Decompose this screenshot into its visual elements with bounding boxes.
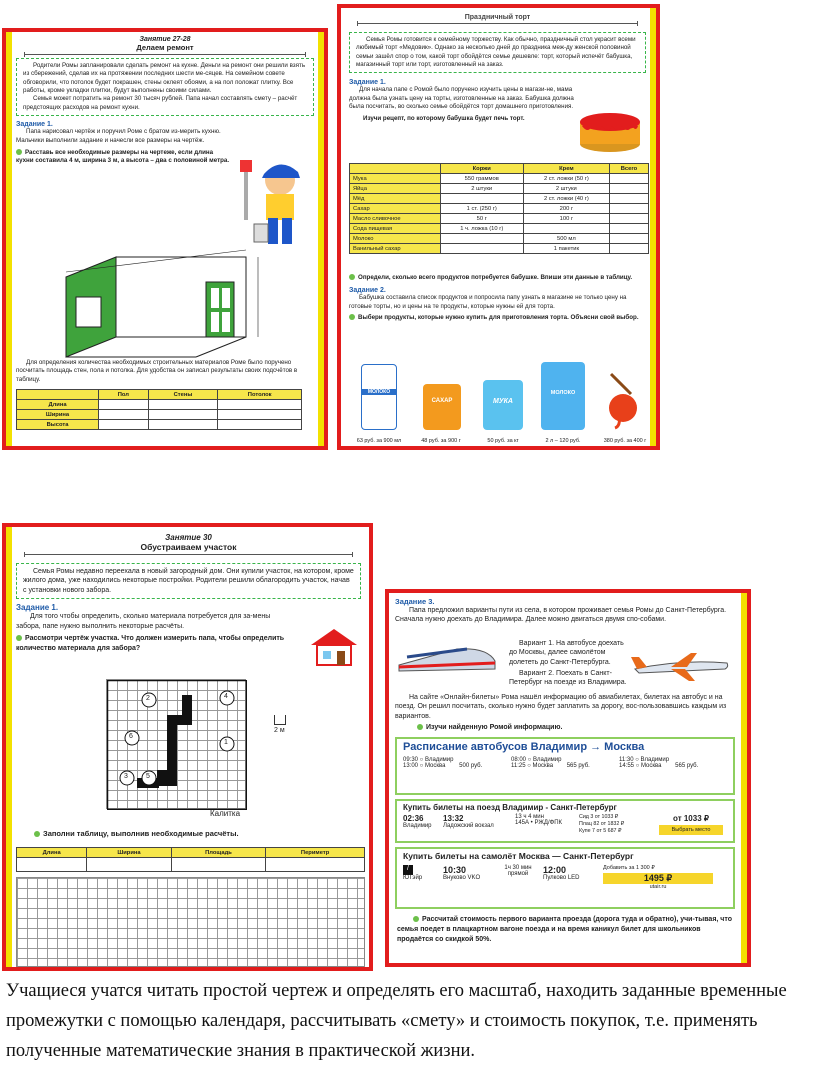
- arr-time: 13:00: [403, 763, 419, 769]
- product-price: 380 руб. за 400 г: [603, 438, 647, 444]
- table-row: [17, 420, 302, 430]
- area-table: [16, 389, 302, 430]
- dep-time: 10:30: [443, 865, 467, 875]
- task-label: Задание 2.: [349, 287, 386, 295]
- dep-time: 08:00: [511, 757, 527, 763]
- cell[interactable]: [609, 244, 648, 254]
- table-cell[interactable]: [148, 410, 218, 420]
- table-header: Периметр: [266, 848, 365, 858]
- table-cell[interactable]: [218, 410, 302, 420]
- bullet-text: Рассчитай стоимость первого варианта проезда (дорога туда и обратно), учи-тывая, что семья поедет в плацкартном вагоне поезда и на время каникул билет для школьников продаётся со скидкой 50%.: [397, 916, 732, 943]
- lesson-title: Делаем ремонт: [136, 43, 194, 52]
- plot-table: [16, 847, 365, 872]
- table-header: [350, 164, 441, 174]
- cell[interactable]: [609, 204, 648, 214]
- task-label: Задание 1.: [16, 603, 59, 613]
- bus-price: 500 руб.: [459, 763, 483, 769]
- divider: [24, 554, 353, 555]
- table-cell[interactable]: [218, 400, 302, 410]
- intro-text: Родители Ромы запланировали сделать ремонт на кухне. Деньги на ремонт они решили взять из сбережений, сделав их на протяжении последних шести ме-сяцев. На семейном совете обговорили, что потолок будет покрашен, стены оклеят обоями, а на пол положат плитку. Все работы, кроме укладки плитки, будут выполнены своими силами.: [23, 62, 306, 95]
- cell: [440, 194, 523, 204]
- product-price: 63 руб. за 900 мл: [356, 438, 402, 444]
- min-price: от 1033 ₽: [673, 814, 709, 823]
- house-icon: [309, 627, 359, 667]
- cake-icon: [578, 104, 642, 154]
- arr-city: Москва: [424, 763, 446, 769]
- cell: 2 ст. ложки (40 г): [523, 194, 609, 204]
- train-number: 145А • РЖД/ФПК: [515, 820, 563, 826]
- table-header-row: [17, 390, 302, 400]
- plot-plan: [106, 679, 246, 809]
- table-row: [17, 410, 302, 420]
- arr-time: 13:32: [443, 814, 464, 823]
- ingredient: Ванильный сахар: [350, 244, 441, 254]
- row-label: Длина: [17, 400, 99, 410]
- product-sugar-pack[interactable]: [423, 384, 461, 430]
- bullet-text: Выбери продукты, которые нужно купить для приготовления торта. Объясни свой выбор.: [358, 314, 639, 322]
- buy-button[interactable]: 1495 ₽: [603, 873, 713, 884]
- bullet: [34, 829, 239, 838]
- plan-label: 5: [146, 773, 150, 780]
- bus-option[interactable]: 09:30 ○ Владимир 13:00 ○ Москва 500 руб.: [403, 757, 483, 769]
- bus-price: 565 руб.: [566, 763, 590, 769]
- grid-paper[interactable]: [16, 877, 365, 967]
- bus-price: 565 руб.: [675, 763, 699, 769]
- intro-box: [16, 563, 361, 599]
- bullet-icon: [349, 274, 355, 280]
- class-count: 7: [592, 827, 595, 834]
- caption-text: Учащиеся учатся читать простой чертеж и определять его масштаб, находить заданные временные промежутки с помощью календаря, рассчитывать «смету» и стоимость покупок, т.е. применять полученные математические знания в практической жизни.: [6, 981, 787, 1061]
- product-milk-carton[interactable]: [541, 362, 585, 430]
- lesson-title: Обустраиваем участок: [140, 542, 237, 552]
- intro-box: [349, 32, 646, 73]
- product-milk-box[interactable]: [361, 364, 397, 430]
- scale-bar: [274, 715, 286, 725]
- cell: 2 ст. ложки (50 г): [523, 174, 609, 184]
- intro-box: [16, 58, 314, 116]
- bullet: [16, 634, 296, 653]
- intro-text: Семья Ромы готовится к семейному торжеству. Как обычно, праздничный стол украсит всеми любимый торт «Медовик». Однако за несколько дней до праздника меж-ду женской половиной семьи зашёл спор о том, какой торт обойдётся семье дешевле: торт, который испечёт бабушка, магазинный торт или торт, изготовленный на заказ.: [356, 36, 636, 69]
- plan-label: 1: [224, 739, 228, 746]
- cell: 2 штуки: [523, 184, 609, 194]
- table-header: Ширина: [87, 848, 172, 858]
- ingredient: Мёд: [350, 194, 441, 204]
- plane-offer: [395, 847, 735, 909]
- plan-label: 2: [146, 695, 150, 702]
- task-label: Задание 3.: [395, 597, 435, 606]
- bullet-text: Рассмотри чертёж участка. Что должен измерить папа, чтобы определить количество материала для забора?: [16, 635, 285, 652]
- plan-label: 6: [129, 733, 133, 740]
- table-cell[interactable]: [99, 410, 149, 420]
- duration: 1ч 30 мин: [504, 865, 532, 871]
- ingredient: Яйца: [350, 184, 441, 194]
- task-text: Папа нарисовал чертёж и поручил Роме с братом из-мерить кухню. Мальчики выполнили задание и начесли все размеры на чертёж.: [16, 128, 221, 144]
- product-label: МОЛОКО: [362, 389, 396, 395]
- dep-airport: Внуково VKO: [443, 875, 481, 881]
- cell[interactable]: [609, 214, 648, 224]
- bus-title: Расписание автобусов Владимир → Москва: [403, 741, 645, 753]
- cell: 100 г: [523, 214, 609, 224]
- table-header: [17, 390, 99, 400]
- dep-time: 09:30: [403, 757, 419, 763]
- arr-airport: Пулково LED: [543, 875, 580, 881]
- plan-label: 3: [124, 773, 128, 780]
- table-row: [350, 244, 649, 254]
- table-cell[interactable]: [266, 858, 365, 872]
- arr-city: Москва: [532, 763, 554, 769]
- train-offer: [395, 799, 735, 843]
- task-text: Для того чтобы определить, сколько материала потребуется для за-мены забора, папе нужно выполнить некоторые расчёты.: [16, 613, 271, 630]
- plan-label: 4: [224, 693, 228, 700]
- paragraph: На сайте «Онлайн-билеты» Рома нашёл информацию об авиабилетах, билетах на автобус и на поезд. Он решил посчитать, сколько нужно будет заплатить за дорогу, вос-пользовавшись каждым из вариантов.: [395, 694, 727, 720]
- table-row: [350, 204, 649, 214]
- dep-city: Владимир: [403, 823, 432, 829]
- airplane-icon: [631, 649, 731, 683]
- class-count: 82: [593, 820, 600, 827]
- bullet: [397, 915, 737, 944]
- cell: 550 граммов: [440, 174, 523, 184]
- class-name: Сид: [579, 814, 589, 820]
- class-name: Плац: [579, 820, 592, 827]
- worksheet-renovation: [2, 28, 328, 450]
- table-header: Стены: [148, 390, 218, 400]
- task-bullet-text: Расставь все необходимые размеры на чертеже, если длина кухни составила 4 м, ширина 3 м, а высота – два с половиной метра.: [16, 148, 230, 165]
- cell: [440, 234, 523, 244]
- divider: [24, 54, 306, 55]
- table-row: [350, 184, 649, 194]
- class-name: Купе: [579, 827, 591, 834]
- worksheet-cake: [337, 4, 660, 450]
- table-cell[interactable]: [17, 858, 87, 872]
- paragraph: Для определения количества необходимых строительных материалов Роме было поручено посчитать площадь стен, пола и потолка. Для удобства он записал результаты своих подсчётов в таблицу.: [16, 359, 298, 383]
- yellow-stripe: [741, 593, 747, 963]
- ingredient: Мука: [350, 174, 441, 184]
- table-cell[interactable]: [87, 858, 172, 872]
- page-header: Праздничный торт: [464, 14, 531, 21]
- ingredient: Молоко: [350, 234, 441, 244]
- bullet: [349, 314, 644, 322]
- product-label: САХАР: [431, 398, 453, 404]
- task-label: Задание 1.: [16, 121, 53, 129]
- arr-city: Москва: [640, 763, 662, 769]
- bullet: [349, 274, 644, 282]
- class-price: от 5 687 ₽: [596, 827, 622, 834]
- table-cell[interactable]: [99, 420, 149, 430]
- table-header: Всего: [609, 164, 648, 174]
- table-cell[interactable]: [148, 400, 218, 410]
- worksheet-plot: [2, 523, 373, 971]
- duration: 13 ч 4 мин: [515, 814, 544, 820]
- airline: ЮТэйр: [403, 875, 423, 881]
- dep-time: 11:30: [619, 757, 634, 763]
- table-row: [350, 194, 649, 204]
- train-icon: [397, 641, 497, 675]
- row-label: Ширина: [17, 410, 99, 420]
- recipe-title: Изучи рецепт, по которому бабушка будет печь торт.: [363, 114, 525, 122]
- table-row: [17, 400, 302, 410]
- task-label: Задание 1.: [349, 79, 386, 87]
- table-header: Потолок: [218, 390, 302, 400]
- arr-time: 11:25: [511, 763, 526, 769]
- site-link[interactable]: utair.ru: [649, 884, 667, 890]
- cell: 2 штуки: [440, 184, 523, 194]
- cell: [440, 244, 523, 254]
- row-label: Высота: [17, 420, 99, 430]
- product-label: МОЛОКО: [550, 390, 576, 396]
- bullet-icon: [349, 314, 355, 320]
- kitchen-drawing: [46, 242, 276, 367]
- arr-time: 12:00: [543, 865, 567, 875]
- cell: 1 ст. (250 г): [440, 204, 523, 214]
- task-text: Бабушка составила список продуктов и попросила папу узнать в магазине не только цену на готовые торты, но и цены на те продукты, которые нужны ей для торта.: [349, 294, 627, 310]
- lesson-number: Занятие 30: [165, 533, 212, 542]
- bullet-icon: [16, 149, 22, 155]
- yellow-stripe: [318, 32, 324, 446]
- product-flour-pack[interactable]: [483, 380, 523, 430]
- dep-city: Владимир: [424, 757, 454, 763]
- flight-type: прямой: [507, 871, 529, 877]
- task-text: Для начала папе с Ромой было поручено изучить цены в магази-не, мама должна была узнать цену на торты, изготовленные на заказ. Бабушка должна была посчитать, во сколько семье обойдётся торт домашнего приготовления.: [349, 86, 574, 111]
- scale-label: 2 м: [274, 727, 285, 734]
- bullet-icon: [413, 916, 419, 922]
- cell[interactable]: [609, 174, 648, 184]
- dep-city: Владимир: [640, 757, 670, 763]
- bus-option[interactable]: 08:00 ○ Владимир 11:25 ○ Москва 565 руб.: [511, 757, 590, 769]
- ingredient: Сода пищевая: [350, 224, 441, 234]
- table-header: Коржи: [440, 164, 523, 174]
- table-cell[interactable]: [218, 420, 302, 430]
- cell[interactable]: [609, 194, 648, 204]
- bus-schedule: [395, 737, 735, 795]
- task-bullet: [16, 149, 231, 166]
- lesson-number: Занятие 27-28: [139, 36, 191, 43]
- boy-painter-icon: [240, 150, 310, 250]
- bullet-text: Заполни таблицу, выполнив необходимые расчёты.: [43, 829, 239, 838]
- task-text: Папа предложил варианты пути из села, в котором проживает семья Ромы до Санкт-Петербурга. Сначала нужно доехать до Владимира. Далее можно двигаться двумя спо-собами.: [395, 607, 727, 624]
- intro-text-2: Семья может потратить на ремонт 30 тысяч рублей. Папа начал составлять смету – расчёт предстоящих расходов на ремонт кухни.: [23, 95, 298, 111]
- bullet-text: Определи, сколько всего продуктов потребуется бабушке. Впиши эти данные в таблицу.: [358, 274, 633, 281]
- recipe-table: [349, 163, 649, 254]
- cell: [523, 224, 609, 234]
- worksheet-travel: [385, 589, 751, 967]
- table-header: Пол: [99, 390, 149, 400]
- yellow-stripe: [6, 32, 12, 446]
- class-price: от 1832 ₽: [600, 820, 625, 827]
- class-price: от 1033 ₽: [594, 814, 619, 820]
- choose-seat-button[interactable]: Выбрать место: [659, 825, 723, 835]
- bus-option[interactable]: 11:30 ○ Владимир 14:55 ○ Москва 565 руб.: [619, 757, 699, 769]
- table-cell[interactable]: [148, 420, 218, 430]
- plane-title: Купить билеты на самолёт Москва — Санкт-Петербург: [403, 851, 634, 861]
- yellow-stripe: [650, 8, 656, 446]
- dep-city: Владимир: [532, 757, 562, 763]
- ingredient: Масло сливочное: [350, 214, 441, 224]
- train-title: Купить билеты на поезд Владимир - Санкт-Петербург: [403, 803, 617, 812]
- table-row: [350, 174, 649, 184]
- divider: [357, 23, 638, 24]
- gate-label: Калитка: [210, 809, 241, 818]
- table-row: [17, 858, 365, 872]
- cell[interactable]: [609, 184, 648, 194]
- yellow-stripe: [6, 527, 12, 967]
- bullet-icon: [16, 635, 22, 641]
- table-header: Площадь: [171, 848, 265, 858]
- cell: 1 ч. ложка (10 г): [440, 224, 523, 234]
- table-row: [350, 234, 649, 244]
- cell: 200 г: [523, 204, 609, 214]
- add-option[interactable]: Добавить за 1 300 ₽: [603, 865, 655, 871]
- table-row: [350, 214, 649, 224]
- product-label: МУКА: [493, 398, 513, 405]
- dep-time: 02:36: [403, 814, 424, 823]
- cell: 1 пакетик: [523, 244, 609, 254]
- arr-station: Ладожский вокзал: [443, 823, 494, 829]
- cell[interactable]: [609, 224, 648, 234]
- intro-text: Семья Ромы недавно переехала в новый загородный дом. Они купили участок, на котором, кроме жилого дома, уже находились некоторые постройки. Родители решили облагородить участок, начав с установки нового забора.: [23, 568, 354, 594]
- cell: 50 г: [440, 214, 523, 224]
- variant-2: Вариант 2. Поехать в Санкт-Петербург на поезде из Владимира.: [509, 670, 627, 687]
- bullet-icon: [417, 724, 423, 730]
- ingredient: Сахар: [350, 204, 441, 214]
- bullet-text: Изучи найденную Ромой информацию.: [426, 724, 563, 731]
- bullet-icon: [34, 831, 40, 837]
- class-count: 3: [590, 814, 594, 820]
- arr-time: 14:55: [619, 763, 635, 769]
- bullet: [417, 724, 562, 731]
- table-row: [350, 224, 649, 234]
- table-header: Длина: [17, 848, 87, 858]
- variant-1: Вариант 1. На автобусе доехать до Москвы, далее самолётом долететь до Санкт-Петербурга.: [509, 640, 624, 666]
- table-cell[interactable]: [99, 400, 149, 410]
- table-cell[interactable]: [171, 858, 265, 872]
- table-header: Крем: [523, 164, 609, 174]
- airline-logo-icon: /: [403, 865, 413, 875]
- cell[interactable]: [609, 234, 648, 244]
- cell: 500 мл: [523, 234, 609, 244]
- product-price: 50 руб. за кг: [487, 438, 519, 444]
- product-price: 2 л – 120 руб.: [545, 438, 581, 444]
- product-honey-icon[interactable]: [601, 370, 645, 430]
- product-price: 48 руб. за 900 г: [421, 438, 461, 444]
